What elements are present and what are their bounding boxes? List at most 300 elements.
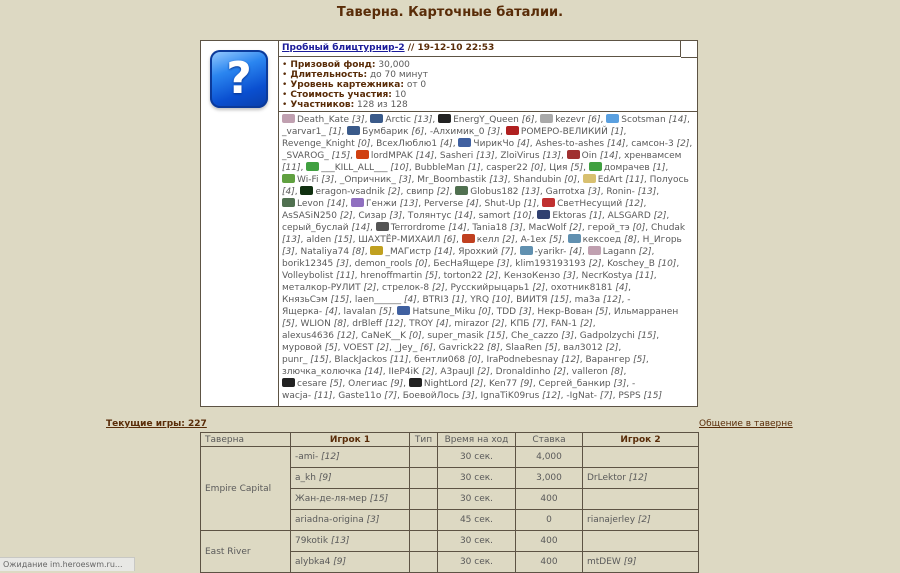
player-name[interactable]: Жан-де-ля-мер (295, 494, 367, 504)
participant-name[interactable]: alexus4636 (282, 331, 335, 341)
participant-level: [12] (384, 319, 404, 329)
participant-name[interactable]: Ильмарранен (613, 307, 679, 317)
participant-level: [0] (414, 259, 428, 269)
participant-name[interactable]: Shandubin (513, 175, 562, 185)
participant-name[interactable]: вал3012 (563, 343, 603, 353)
participant-name[interactable]: келл (476, 235, 500, 245)
participant-level: [0] (357, 139, 371, 149)
participant-name[interactable]: CaNeK__K (361, 331, 406, 341)
participant-name[interactable]: Che_cazzo (510, 331, 559, 341)
type-cell (410, 510, 438, 531)
participant-name[interactable]: super_masik (427, 331, 484, 341)
participant-name[interactable]: drBleff (352, 319, 383, 329)
participant-name[interactable]: Сизар (358, 211, 387, 221)
participant-level: [0] (478, 307, 491, 317)
participant-name[interactable]: casper22 (486, 163, 528, 173)
participant-name[interactable]: КнязьСэм (282, 295, 328, 305)
participant-name[interactable]: Олегиас (348, 379, 388, 389)
participant-name[interactable]: ALSGARD (607, 211, 651, 221)
participant-name[interactable]: _Опричник_ (339, 175, 396, 185)
games-table (200, 432, 699, 573)
participant-level: [9] (520, 379, 533, 389)
participant-name[interactable]: герой_тэ (587, 223, 630, 233)
clan-icon[interactable] (300, 186, 313, 195)
clan-icon[interactable] (347, 126, 360, 135)
participant-name[interactable]: злючка_колючка (282, 367, 362, 377)
participant-name[interactable]: - (632, 379, 636, 389)
tournament-link[interactable]: Пробный блицтурнир-2 (282, 43, 405, 53)
participant-name[interactable]: laen______ (354, 295, 402, 305)
player-name[interactable]: -ami- (295, 452, 319, 462)
participant-name[interactable]: Sasheri (439, 151, 474, 161)
participant-name[interactable]: YRQ (470, 295, 490, 305)
participant-level: [13] (637, 187, 657, 197)
participant-level: [11] (282, 163, 301, 173)
participant-name[interactable]: Толянтус (407, 211, 452, 221)
participant-name[interactable]: torton22 (443, 271, 483, 281)
participant-level: [2] (477, 367, 490, 377)
player-name[interactable]: a_kh (295, 473, 316, 483)
participant-level: [2] (502, 235, 515, 245)
participant-level: [12] (542, 391, 561, 401)
participant-name[interactable]: Ken77 (489, 379, 518, 389)
clan-icon[interactable] (409, 378, 422, 387)
participant-level: [2] (387, 187, 401, 197)
participant-name[interactable]: Ashes-to-ashes (535, 139, 605, 149)
participant-name[interactable]: EdArt (597, 175, 623, 185)
participant-name[interactable]: бентли068 (414, 355, 466, 365)
participant-level: [15] (310, 355, 329, 365)
tavern-name: Empire Capital (201, 447, 291, 531)
info-level: • Уровень картежника: от 0 (282, 80, 694, 90)
player-name[interactable]: 79kotik (295, 536, 329, 546)
participant-level: [11] (389, 355, 409, 365)
participant-name[interactable]: ___KILL_ALL___ (321, 163, 388, 173)
participant-level: [11] (313, 391, 333, 401)
participant-name[interactable]: BTRI3 (422, 295, 449, 305)
clan-icon[interactable] (568, 234, 581, 243)
participant-name[interactable]: TDD (496, 307, 517, 317)
player1-cell (291, 447, 410, 468)
col-time: Время на ход (438, 433, 516, 447)
type-cell (410, 489, 438, 510)
participant-name[interactable]: demon_rools (354, 259, 413, 269)
participant-level: [14] (351, 223, 370, 233)
clan-icon[interactable] (542, 198, 555, 207)
participant-level: [14] (433, 247, 453, 257)
clan-icon[interactable] (567, 150, 580, 159)
participant-level: [10] (513, 211, 532, 221)
clan-icon[interactable] (438, 114, 451, 123)
participant-name[interactable]: Ярохкий (458, 247, 499, 257)
participant-name[interactable]: Генжи (366, 199, 397, 209)
participant-name[interactable]: Сергей_банкир (538, 379, 611, 389)
participant-name[interactable]: kezevr (555, 115, 585, 125)
participant-name[interactable]: Chudak (651, 223, 686, 233)
clan-icon[interactable] (282, 174, 295, 183)
participant-name[interactable]: ВсехЛюблю1 (376, 139, 438, 149)
player-name[interactable]: ariadna-origina (295, 515, 364, 525)
bet-cell: 400 (516, 552, 583, 573)
participant-level: [7] (599, 391, 613, 401)
participant-level: [3] (351, 115, 365, 125)
tournament-icon-cell (201, 41, 279, 406)
clan-icon[interactable] (588, 246, 601, 255)
participant-name[interactable]: klim193193193 (515, 259, 586, 269)
participant-name[interactable]: A-1ex (520, 235, 547, 245)
participant-name[interactable]: A3pauJl (440, 367, 475, 377)
game-row (201, 531, 699, 552)
participants-line: муровой [5], VOEST [2], _Jey_ [6], Gavrick22 [8], SlaaRen [5], вал3012 [2], (282, 343, 622, 353)
participant-name[interactable]: MacWolf (528, 223, 567, 233)
participants-line: Ящерка- [4], lavalan [5], Hatsune_Miku [0], TDD [3], Некр-Вован [5], Ильмарранен (282, 307, 679, 317)
participant-name[interactable]: Gavrick22 (438, 343, 485, 353)
clan-icon[interactable] (606, 114, 619, 123)
participant-level: [14] (448, 223, 467, 233)
participant-name[interactable]: Levon (297, 199, 324, 209)
clan-icon[interactable] (282, 198, 295, 207)
participant-level: [11] (635, 271, 654, 281)
clan-icon[interactable] (537, 210, 550, 219)
participant-level: [0] (530, 163, 544, 173)
participant-name[interactable]: Garrotxa (545, 187, 586, 197)
player2-cell (583, 510, 699, 531)
player2-cell (583, 552, 699, 573)
participant-name[interactable]: IraPodnebesnay (486, 355, 559, 365)
participant-name[interactable]: lordMPAK (370, 151, 413, 161)
clan-icon[interactable] (282, 114, 295, 123)
participants-line: _varvar1_ [1], Бумбарик [6], -Алхимик_0 [3], РОМЕРО-ВЕЛИКИЙ [1], (282, 127, 627, 137)
participant-name[interactable]: муровой (282, 343, 322, 353)
participant-name[interactable]: VOEST (343, 343, 374, 353)
time-cell: 45 сек. (438, 510, 516, 531)
participant-name[interactable]: БесНаЯщере (433, 259, 494, 269)
col-player2: Игрок 2 (583, 433, 699, 447)
participant-name[interactable]: Death_Kate (297, 115, 350, 125)
participant-name[interactable]: Gadpolzychi (579, 331, 635, 341)
participant-level: [10] (657, 259, 677, 269)
participant-name[interactable]: IIeP4iK (388, 367, 419, 377)
games-header-row (201, 433, 699, 447)
participant-name[interactable]: wacja- (282, 391, 312, 401)
participant-level: [4] (466, 199, 479, 209)
tournament-datetime: 19-12-10 22:53 (417, 43, 495, 53)
participant-level: [3] (518, 307, 532, 317)
participant-name[interactable]: Shut-Up (484, 199, 521, 209)
participant-name[interactable]: Полуось (649, 175, 689, 185)
participants-line: [11], ___KILL_ALL___ [10], BubbleMan [1], casper22 [0], Ция [5], домрачев [1], (282, 163, 669, 173)
participant-level: [13] (476, 151, 495, 161)
participants-line: [13], alden [15], ШАХТЁР-МИХАИЛ [6], келл [2], A-1ex [5], кексоед [8], Н_Игорь (282, 235, 682, 245)
participant-name[interactable]: cesare (297, 379, 327, 389)
participant-name[interactable]: Hatsune_Miku (412, 307, 476, 317)
participant-name[interactable]: БоевойЛось (402, 391, 460, 401)
participant-name[interactable]: хренвамсем (624, 151, 682, 161)
player-level: [3] (366, 515, 380, 525)
clan-icon[interactable] (506, 126, 519, 135)
participant-name[interactable]: PSPS (618, 391, 641, 401)
participant-level: [3] (587, 187, 601, 197)
clan-icon[interactable] (583, 174, 596, 183)
participant-level: [15] (334, 235, 353, 245)
type-cell (410, 468, 438, 489)
participant-name[interactable]: lavalan (343, 307, 377, 317)
participant-name[interactable]: ЧирикЧо (473, 139, 515, 149)
participant-level: [14] (668, 115, 688, 125)
participant-name[interactable]: серый_буслай (282, 223, 349, 233)
participant-level: [12] (625, 199, 644, 209)
participant-name[interactable]: самсон-3 (631, 139, 674, 149)
participant-level: [1] (451, 295, 465, 305)
participant-name[interactable]: Oin (581, 151, 597, 161)
participant-name[interactable]: TROY (409, 319, 433, 329)
game-row (201, 447, 699, 468)
participant-level: [3] (487, 127, 501, 137)
clan-icon[interactable] (376, 222, 389, 231)
player-level: [9] (318, 473, 332, 483)
participant-name[interactable]: Бумбарик (362, 127, 409, 137)
participants-line: AsSASiN250 [2], Сизар [3], Толянтус [14], samort [10], Ektoras [1], ALSGARD [2], (282, 211, 670, 221)
info-duration: • Длительность: до 70 минут (282, 70, 694, 80)
participant-name[interactable]: ma3a (574, 295, 601, 305)
participant-name[interactable]: Ция (549, 163, 568, 173)
tournament-info (279, 58, 697, 112)
participant-name[interactable]: valleron (571, 367, 608, 377)
type-cell (410, 531, 438, 552)
bet-cell: 4,000 (516, 447, 583, 468)
participant-name[interactable]: Perverse (424, 199, 464, 209)
participant-name[interactable]: Варангер (585, 355, 631, 365)
participants-line: КнязьСэм [15], laen______ [4], BTRI3 [1], YRQ [10], ВИИТЯ [15], ma3a [12], - (282, 295, 631, 305)
participant-level: [8] (351, 247, 365, 257)
time-cell: 30 сек. (438, 447, 516, 468)
participant-name[interactable]: NightLord (423, 379, 468, 389)
participant-level: [8] (624, 235, 637, 245)
participant-name[interactable]: WLION (300, 319, 331, 329)
participant-name[interactable]: ШАХТЁР-МИХАИЛ (358, 235, 441, 245)
participant-level: [2] (553, 367, 567, 377)
participant-level: [9] (390, 379, 404, 389)
participant-name[interactable]: свипр (406, 187, 434, 197)
participant-name[interactable]: Globus182 (470, 187, 519, 197)
participant-name[interactable]: стрелок-8 (382, 283, 430, 293)
player-level: [2] (637, 515, 651, 525)
clan-icon[interactable] (462, 234, 475, 243)
player-level: [15] (369, 494, 389, 504)
col-tavern: Таверна (201, 433, 291, 447)
participant-level: [2] (676, 139, 690, 149)
clan-icon[interactable] (455, 186, 468, 195)
participant-name[interactable]: - (627, 295, 631, 305)
participant-name[interactable]: КПБ (510, 319, 530, 329)
participant-name[interactable]: домрачев (603, 163, 650, 173)
participant-name[interactable]: samort (478, 211, 511, 221)
participant-name[interactable]: кексоед (582, 235, 622, 245)
participant-level: [2] (491, 319, 505, 329)
player2-cell (583, 489, 699, 510)
participant-name[interactable]: Gaste11o (338, 391, 382, 401)
browser-status-bar: Ожидание im.heroeswm.ru... (0, 557, 135, 571)
participant-name[interactable]: _Jey_ (394, 343, 418, 353)
participant-name[interactable]: eragon-vsadnik (315, 187, 385, 197)
participant-level: [2] (376, 343, 389, 353)
participant-name[interactable]: punr_ (282, 355, 308, 365)
player-level: [9] (623, 557, 637, 567)
participant-name[interactable]: IgnaTiK09rus (480, 391, 540, 401)
participant-level: [15] (331, 151, 351, 161)
participant-name[interactable]: РОМЕРО-ВЕЛИКИЙ (520, 127, 608, 137)
participants-line: _SVAROG_ [15], lordMPAK [14], Sasheri [13], ZloiVirus [13], Oin [14], хренвамсем (282, 151, 682, 161)
clan-icon[interactable] (589, 162, 602, 171)
participant-level: [3] (462, 391, 475, 401)
participant-name[interactable]: _varvar1_ (282, 127, 326, 137)
info-cost: • Стоимость участия: 10 (282, 90, 694, 100)
participant-name[interactable]: BubbleMan (414, 163, 465, 173)
participant-level: [4] (404, 295, 417, 305)
participant-name[interactable]: Ronin- (606, 187, 635, 197)
player-level: [12] (628, 473, 648, 483)
participant-name[interactable]: alden (306, 235, 332, 245)
participant-level: [4] (435, 319, 449, 329)
participant-name[interactable]: Terrordrome (390, 223, 446, 233)
player-name[interactable]: alybka4 (295, 557, 331, 567)
participant-name[interactable]: Koschey_B (607, 259, 655, 269)
info-participants: • Участников: 128 из 128 (282, 100, 694, 110)
clan-icon[interactable] (540, 114, 553, 123)
participant-level: [11] (625, 175, 644, 185)
participant-level: [5] (544, 343, 558, 353)
participant-level: [15] (330, 295, 350, 305)
clan-icon[interactable] (458, 138, 471, 147)
participant-level: [1] (467, 163, 481, 173)
clan-icon[interactable] (356, 150, 369, 159)
time-cell: 30 сек. (438, 489, 516, 510)
clan-icon[interactable] (520, 246, 533, 255)
participant-level: [14] (415, 151, 435, 161)
participant-name[interactable]: NecrKostya (581, 271, 633, 281)
participant-level: [13] (282, 235, 301, 245)
current-games-link[interactable]: Текущие игры: 227 (106, 419, 207, 429)
participant-level: [0] (408, 331, 422, 341)
participant-name[interactable]: Tania18 (472, 223, 508, 233)
participant-name[interactable]: AsSASiN250 (282, 211, 338, 221)
question-mark-icon: ? (210, 50, 268, 108)
participant-level: [11] (336, 271, 355, 281)
participant-level: [5] (595, 307, 609, 317)
participant-name[interactable]: Н_Игорь (642, 235, 682, 245)
participant-name[interactable]: охотник8181 (550, 283, 613, 293)
player-level: [12] (321, 452, 340, 462)
participant-level: [8] (610, 367, 624, 377)
col-bet: Ставка (516, 433, 583, 447)
participant-name[interactable]: ZloiVirus (500, 151, 540, 161)
participant-level: [2] (436, 187, 450, 197)
player1-cell (291, 552, 410, 573)
participant-name[interactable]: ВИИТЯ (516, 295, 548, 305)
player2-cell (583, 447, 699, 468)
participant-name[interactable]: BlackJackos (334, 355, 387, 365)
player-name[interactable]: DrLektor (587, 473, 626, 483)
participant-name[interactable]: СветНесущий (557, 199, 623, 209)
participant-level: [5] (425, 271, 438, 281)
player-level: [13] (330, 536, 350, 546)
col-type: Тип (410, 433, 438, 447)
participant-name[interactable]: Arctic (385, 115, 411, 125)
participants-line: [3], Nataliya74 [8], _МАГистр [14], Ярохкий [7], -yarikr- [4], Lagann [2], (282, 247, 655, 257)
participant-level: [2] (421, 367, 435, 377)
player-name[interactable]: mtDEW (587, 557, 621, 567)
participant-name[interactable]: EnergY_Queen (453, 115, 519, 125)
participant-name[interactable]: -Алхимик_0 (429, 127, 485, 137)
col-player1: Игрок 1 (291, 433, 410, 447)
participant-name[interactable]: SlaaRen (505, 343, 542, 353)
player-level: [9] (333, 557, 346, 567)
participant-level: [3] (321, 175, 335, 185)
participant-level: [3] (561, 331, 575, 341)
participant-name[interactable]: _SVAROG_ (282, 151, 329, 161)
participant-name[interactable]: Ящерка- (282, 307, 323, 317)
clan-icon[interactable] (397, 306, 410, 315)
participant-level: [15] (550, 295, 569, 305)
participant-name[interactable]: Mr_Boombastik (417, 175, 487, 185)
participant-name[interactable]: Wi-Fi (297, 175, 319, 185)
participant-name[interactable]: Русскийрыцарь1 (450, 283, 530, 293)
participant-name[interactable]: FAN-1 (550, 319, 578, 329)
participant-name[interactable]: Ektoras (552, 211, 587, 221)
participant-level: [12] (603, 295, 622, 305)
participant-level: [4] (517, 139, 530, 149)
participant-level: [4] (325, 307, 338, 317)
player-name[interactable]: rianajerley (587, 515, 636, 525)
participant-level: [2] (653, 211, 667, 221)
participant-name[interactable]: hrenoffmartin (360, 271, 423, 281)
participant-name[interactable]: borik12345 (282, 259, 334, 269)
participants-line: wacja- [11], Gaste11o [7], БоевойЛось [3], IgnaTiK09rus [12], -IgNat- [7], PSPS [15] (282, 391, 663, 401)
participant-level: [2] (485, 271, 499, 281)
participant-name[interactable]: _МАГистр (385, 247, 432, 257)
type-cell (410, 447, 438, 468)
participant-name[interactable]: КензоКензо (503, 271, 561, 281)
participant-level: [3] (389, 211, 403, 221)
participant-name[interactable]: Scotsman (621, 115, 666, 125)
clan-icon[interactable] (282, 378, 295, 387)
bet-cell: 400 (516, 531, 583, 552)
tavern-chat-link[interactable]: Общение в таверне (699, 419, 793, 429)
participant-level: [1] (523, 199, 537, 209)
participant-name[interactable]: Revenge_Knight (282, 139, 355, 149)
clan-icon[interactable] (370, 246, 383, 255)
participant-name[interactable]: Некр-Вован (537, 307, 593, 317)
participant-name[interactable]: Lagann (602, 247, 636, 257)
tournament-panel (200, 40, 698, 407)
participant-name[interactable]: -IgNat- (566, 391, 598, 401)
participant-name[interactable]: -yarikr- (534, 247, 567, 257)
participants-line: punr_ [15], BlackJackos [11], бентли068 [0], IraPodnebesnay [12], Варангер [5], (282, 355, 649, 365)
participant-level: [13] (413, 115, 433, 125)
participant-level: [15] (486, 331, 506, 341)
participant-level: [5] (570, 163, 584, 173)
participant-level: [14] (606, 139, 626, 149)
clan-icon[interactable] (351, 198, 364, 207)
clan-icon[interactable] (306, 162, 319, 171)
participant-name[interactable]: Nataliya74 (300, 247, 350, 257)
clan-icon[interactable] (370, 114, 383, 123)
participant-name[interactable]: Dronaldinho (495, 367, 551, 377)
participant-name[interactable]: Volleybolist (282, 271, 334, 281)
participant-name[interactable]: металкор-РУЛИТ (282, 283, 361, 293)
participant-level: [5] (324, 343, 338, 353)
participant-name[interactable]: mirazor (454, 319, 489, 329)
